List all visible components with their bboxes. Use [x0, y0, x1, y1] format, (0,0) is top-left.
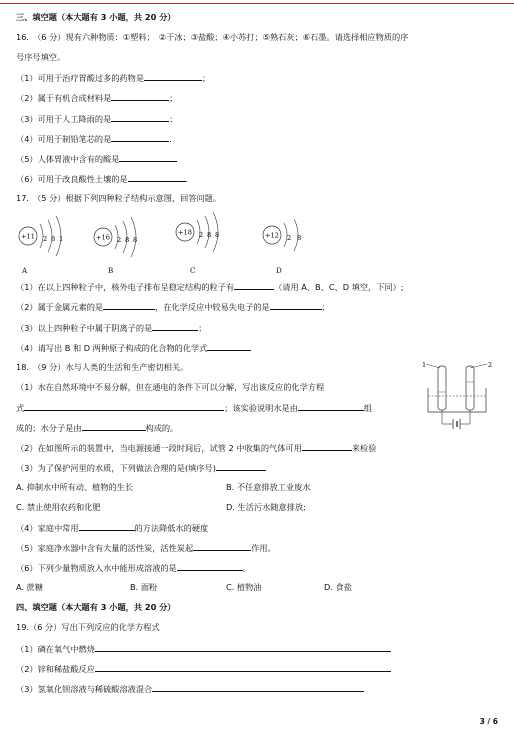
top-rule: [0, 3, 514, 4]
atom-A-nucleus: +11: [21, 232, 35, 241]
atom-C-shell-3: 8: [215, 231, 220, 239]
atom-D-shell-2: 8: [297, 234, 302, 242]
q16-item-5: （5）人体胃液中含有的酸是: [16, 153, 177, 165]
q17-stem: 17. （5 分）根据下列四种粒子结构示意图，回答问题。: [16, 193, 222, 203]
atom-D: [263, 219, 301, 251]
atom-B-shell-3: 8: [133, 236, 138, 244]
atom-C-shell-1: 2: [199, 231, 204, 239]
q18-line-1: （1）水在自然环境中不易分解，但在通电的条件下可以分解，写出该反应的化学方程: [16, 382, 325, 392]
atom-A-shell-2: 8: [51, 235, 56, 243]
atom-B-nucleus: +16: [96, 233, 110, 242]
atom-B: [94, 217, 137, 257]
atom-A: [19, 216, 63, 256]
q16-item-2: （2）属于有机合成材料是 ；: [16, 93, 178, 103]
q18-line-8: （6）下列少量物质放入水中能形成溶液的是 。: [16, 563, 251, 573]
q18-choice-c: C. 植物油: [226, 582, 262, 592]
q18-line-2: 式 ；该实验说明水是由 组: [16, 403, 373, 413]
q16-stem: 16. （6 分）现有六种物质：①塑料； ②干冰；③盐酸；④小苏打；⑤熟石灰；⑥石墨。请选择相应物质的序: [16, 32, 409, 42]
q19-item-2: （2）锌和稀盐酸反应: [16, 663, 391, 675]
tube-1: [438, 366, 446, 410]
q18-line-6: （4）家庭中常用 的方法降低水的硬度: [16, 523, 209, 533]
atom-label-C: C: [190, 266, 196, 275]
q18-option-a: A. 抑制水中所有动、植物的生长: [16, 482, 134, 492]
atom-C-nucleus: +18: [178, 228, 192, 237]
q16-item-4: （4）可用于制铅笔芯的是 .: [16, 134, 172, 144]
q18-option-c: C. 禁止使用农药和化肥: [16, 502, 101, 512]
atom-label-B: B: [108, 266, 114, 275]
electrolysis-apparatus-svg: [418, 358, 496, 434]
q17-item-3: （3）以上四种粒子中属于阴离子的是 ；: [16, 323, 207, 333]
page-number: 3 / 6: [479, 717, 498, 726]
q18-option-b: B. 不任意排放工业废水: [226, 482, 311, 492]
atom-D-shell-1: 2: [287, 234, 292, 242]
q16-item-3: （3）可用于人工降雨的是 ；: [16, 114, 178, 124]
tube-1-label: 1: [422, 361, 427, 369]
q17-item-2: （2）属于金属元素的是 ，在化学反应中较易失电子的是 ；: [16, 302, 330, 312]
q19-item-3: （3）氢氧化钡溶液与稀硫酸溶液混合: [16, 683, 364, 695]
q18-line-7: （5）家庭净水器中含有大量的活性炭，活性炭起 作用。: [16, 543, 276, 553]
atom-C-shell-2: 8: [207, 231, 212, 239]
atom-A-shell-1: 2: [43, 235, 48, 243]
tube-2-label: 2: [488, 361, 493, 369]
q18-option-d: D. 生活污水随意排放;: [226, 502, 306, 512]
atom-B-shell-2: 8: [125, 236, 130, 244]
q18-choice-a: A. 蔗糖: [16, 582, 44, 592]
q18-choice-b: B. 面粉: [130, 582, 158, 592]
q16-item-1: （1）可用于治疗胃酸过多的药物是 ；: [16, 73, 211, 83]
atom-diagrams: [0, 210, 514, 280]
electrolysis-apparatus-figure: [418, 358, 496, 434]
atom-C: [176, 212, 219, 252]
q18-line-5: （3）为了保护河里的水质，下列做法合理的是(填序号): [16, 462, 266, 474]
section-4-title: 四、填空题（本大题有 3 小题，共 20 分）: [16, 602, 176, 612]
q16-stem-cont: 号序号填空。: [16, 52, 66, 62]
water-trough: [428, 388, 486, 412]
q17-item-1: （1）在以上四种粒子中，核外电子排布呈稳定结构的粒子有 （请用 A、B、C、D 填空，下同）;: [16, 282, 404, 292]
q18-choice-d: D. 食盐: [324, 582, 352, 592]
section-3-title: 三、填空题（本大题有 3 小题，共 20 分）: [16, 12, 176, 22]
tube-2: [466, 366, 474, 410]
q19-item-1: （1）磷在氧气中燃烧: [16, 643, 391, 655]
atom-B-shell-1: 2: [117, 236, 122, 244]
atom-A-shell-3: 1: [59, 235, 64, 243]
q19-stem: 19.（6 分）写出下列反应的化学方程式: [16, 622, 160, 632]
q16-item-6: （6）可用于改良酸性土壤的是 .: [16, 174, 189, 184]
q17-item-4: （4）请写出 B 和 D 两种原子构成的化合物的化学式: [16, 342, 251, 354]
q18-line-4: （2）在如图所示的装置中，当电源接通一段时间后，试管 2 中收集的气体可用 来检验: [16, 443, 377, 453]
atom-D-nucleus: +12: [265, 231, 279, 240]
atom-diagram-svg: [0, 210, 514, 280]
q18-stem: 18. （9 分）水与人类的生活和生产密切相关。: [16, 362, 189, 372]
q18-line-3: 成的；水分子是由 构成的。: [16, 423, 179, 433]
atom-label-A: A: [22, 266, 28, 275]
atom-label-D: D: [276, 266, 282, 275]
